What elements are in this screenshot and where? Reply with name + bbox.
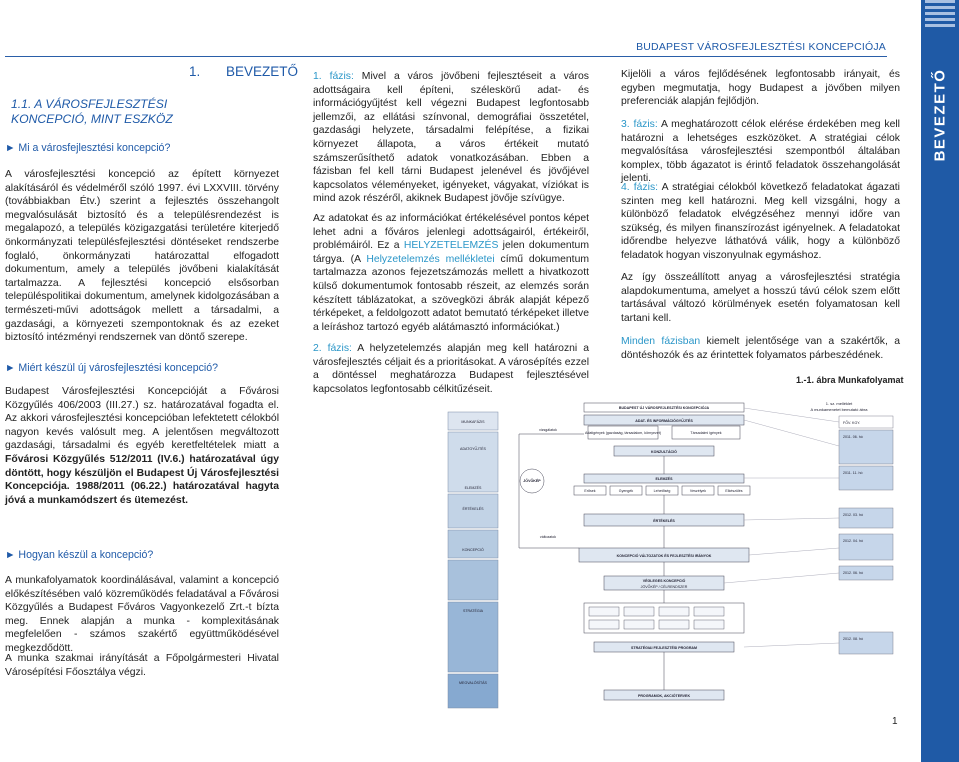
phase-2-continuation: Kijelöli a város fejlődésének legfontosabb irányait, és egyben megmutatja, hogy Budapest a jövőben milyen preferenciák alapján fejlődjön. [621,69,900,108]
flow-title: BUDAPEST ÚJ VÁROSFEJLESZTÉSI KONCEPCIÓJA [618,406,710,410]
phase-box [448,494,498,528]
flow-tarsadalmi: Társadalmi igények [690,431,722,435]
dialogue-paragraph [621,335,900,362]
question-heading-how: ► Hogyan készül a koncepció? [5,549,154,561]
phase-4-label: 4. fázis: [621,182,659,193]
vision-label: JÖVŐKÉP [523,479,541,483]
phase-1-paragraph [313,70,589,206]
timeline-box [839,632,893,654]
phase-box [448,560,498,600]
section-title: BEVEZETŐ [226,64,299,79]
left-label-2: változatok [539,535,557,539]
project-cell [589,620,619,629]
phase-label: ÉRTÉKELÉS [462,507,484,511]
phase-4-text: A stratégiai célokból következő feladatokat ágazati szinten meg kell határozni. Meg kell vizsgálni, hogy a különböző feladatok elvégzéséhez mennyi időre van szükség, és milyen finanszírozást igényelnek. A feladatokat időrendbe helyezve láthatóvá válik, hogy a különböző feladatok hogyan viszonyulnak egymáshoz. [621,182,900,261]
flow-row-label: Gyengék [618,489,634,493]
question-heading-what: ► Mi a városfejlesztési koncepció? [5,142,171,154]
phase-label: STRATÉGIA [462,609,484,613]
phase-2-text: A helyzetelemzés alapján meg kell határozni a városfejlesztés céljait és a prioritásokat. A városépítés ezzel a döntéssel meghatározza Budapest fejlesztésével kapcsolatos legfontosabb célkitűzéseit. [313,343,589,395]
timeline-header-2: A munkamenetet bemutató ábra [810,407,868,412]
project-cell [659,607,689,616]
side-chapter-label: BEVEZETŐ [931,68,949,162]
timeline-box [839,534,893,560]
phase-1b-paragraph [313,212,589,334]
timeline-label: FŐV. KGY. [843,421,861,425]
paragraph-definition: A városfejlesztési koncepció az épített környezet alakításáról és védelméről szóló 1997. évi LXXVIII. törvény (továbbiakban Étv.) szerint a fejlesztés összehangolt megvalósulását biztosító és a településrendezést is megalapozó, a település közigazgatási területére kiterjedő önkormányzati településfejlesztési döntéseket rendszerbe foglaló, önkormányzati határozattal elfogadott dokumentum, amely a település jövőbeni kialakítását tartalmazza. A fejlesztési koncepció elsősorban településpolitikai dokumentum, amelynek kidolgozásában a természeti-művi adottságok mellett a társadalmi, a gazdasági, a környezeti szempontoknak és az ezeket biztosító intézményi rendszernek van döntő szerepe. [5,169,279,344]
phase-4-paragraph [621,181,900,263]
project-cell [624,607,654,616]
timeline-box [839,466,893,490]
phase-2-label: 2. fázis: [313,343,352,354]
phase-box [448,674,498,708]
phase-label: KONCEPCIÓ [462,548,484,552]
side-chapter-tab [921,0,959,762]
dialogue-text: kiemelt jelentősége van a szakértők, a döntéshozók és az érintettek folyamatos párbeszédének. [621,336,900,361]
phase-label: ELEMZÉS [464,486,482,490]
flow-row-label: Lehetőség [653,489,671,493]
project-cell [694,607,724,616]
phase-1b-text-c: című dokumentum tartalmazza azonos fejezetszámozás mellett a hivatkozott külső dokumentumok fontosabb részeit, az elemzés során készített táblázatokat, a szövegközi ábrák alapját képező térképeket, a feldolgozott adatot bemutató térképeket illetve a leíráshoz tartozó egyéb alátámasztó információkat.) [313,253,589,333]
phase-box [448,530,498,558]
dialogue-label: Minden fázisban [621,336,701,347]
helyzetelemzes-link[interactable]: HELYZETELEMZÉS [403,240,499,252]
phase-column [448,412,498,708]
page-number: 1 [892,716,898,727]
flow-koncepcio: KONCEPCIÓ VÁLTOZATOK ÉS FEJLESZTÉSI IRÁNYOK [616,554,712,558]
paragraph-why-text: Budapest Városfejlesztési Koncepcióját a Fővárosi Közgyűlés 406/2003 (III.27.) sz. határozatával fogadta el. Az akkori városfejlesztési koncepcióban lefektetett célokból nagyon kevés valósult meg. A jelentősen megváltozott gazdasági, társadalmi és egyéb keretfeltételek miatt a [5,386,279,452]
phase-label: MEGVALÓSÍTÁS [459,681,487,685]
timeline-column [724,401,893,654]
project-cell [694,620,724,629]
phase-1-label: 1. fázis: [313,71,354,82]
flow-elemzes: ELEMZÉS [655,477,673,481]
timeline-label: 2012. 06. hó [843,571,863,575]
flow-row-label: Erősek [584,489,596,493]
flow-row-label: Veszélyek [689,489,707,493]
timeline-label: 2011. 11. hó [843,471,863,475]
paragraph-why [5,385,279,507]
flow-adat: ADAT- ÉS INFORMÁCIÓGYŰJTÉS [635,419,693,423]
question-heading-why: ► Miért készül új városfejlesztési koncepció? [5,362,219,374]
phase-1b-text-a: Az adatokat és az információkat értékelésével pontos képet lehet adni a főváros jelenlegi adottságairól, értékeiről, problémáiról. Ez a [313,213,589,252]
phase-3-label: 3. fázis: [621,119,658,130]
flow-ertekeles: ÉRTÉKELÉS [653,519,675,523]
timeline-box [839,508,893,528]
figure-caption: 1.-1. ábra Munkafolyamat [796,375,904,385]
phase-3-text: A meghatározott célok elérése érdekében meg kell határozni a lehetséges eszközöket. A stratégiai célok megvalósítása városfejlesztési szempontból általában komplex, több ágazatot is érintő feladatok összehangolását jelenti. [621,119,900,185]
document-header-title: BUDAPEST VÁROSFEJLESZTÉSI KONCEPCIÓJA [636,41,886,53]
subsection-title: 1.1. A VÁROSFEJLESZTÉSI KONCEPCIÓ, MINT ESZKÖZ [11,97,173,126]
paragraph-direction: A munka szakmai irányítását a Főpolgármesteri Hivatal Városépítési Főosztálya végzi. [5,653,279,678]
phase-box [448,432,498,492]
timeline-label: 2012. 03. hó [843,513,863,517]
flow-konzultacio: KONZULTÁCIÓ [651,450,677,454]
paragraph-why-bold: Fővárosi Közgyűlés 512/2011 (IV.6.) határozatával úgy döntött, hogy készüljön el Budapest Új Városfejlesztési Koncepciója. 1988/2011 (06.22.) határozatával hagyta jóvá a munkamódszert és ütemezést. [5,453,279,506]
flow-strategia: STRATÉGIAI FEJLESZTÉSI PROGRAM [630,646,698,650]
phase-label: ADATGYŰJTÉS [460,447,486,451]
phase-label: MUNKAFÁZIS [461,420,485,424]
project-cell [659,620,689,629]
phase-3-paragraph [621,118,900,186]
flow-boxes [574,403,750,700]
timeline-header-1: 1. sz. melléklet [825,401,853,406]
left-label: vizsgálatok [539,428,557,432]
timeline-label: 2011. 06. hó [843,435,863,439]
flow-vegleges: VÉGLEGES KONCEPCIÓ [642,579,686,583]
workflow-diagram [444,398,900,710]
paragraph-how: A munkafolyamatok koordinálásával, valamint a koncepció előkészítésében való közreműködés feladatával a Fővárosi Közgyűlés a Budapest Főváros Vagyonkezelő Zrt.-t bízta meg. Ennek alapján a munka - komplexitásának megfelelően - számos szakértő együttműködésével megkezdődött. [5,575,279,654]
flow-projekt: PROGRAMOK, AKCIÓTERVEK [637,694,691,698]
flow-vegleges-sub: JÖVŐKÉP / CÉLRENDSZER [640,585,688,589]
timeline-label: 2012. 08. hó [843,637,863,641]
header-divider [5,56,887,57]
mellekletek-link[interactable]: Helyzetelemzés mellékletei [366,253,495,265]
section-number: 1. [189,64,201,79]
phase-1-text: Mivel a város jövőbeni fejlesztéseit a város adottságaira kell építeni, széleskörű adat- és információgyűjtést kell végezni Budapest legfontosabb jellemzői, az ellátási színvonal, demográfiai összetétel, gazdasági helyzete, társadalmi felépítése, a fizikai környezet állapota, a város értékeit mutató számszerűsíthető adatok vonatkozásában. Ebben a fázisban fel kell tárni Budapest jelenével és jövőjével kapcsolatos véleményeket, igényeket, vágyakat, víziókat is mind azok részéről, akiknek Budapest jövője szívügye. [313,71,589,205]
ghost-text-decoration [925,0,955,30]
phase-2-paragraph [313,342,589,396]
timeline-label: 2012. 04. hó [843,539,863,543]
strategy-paragraph: Az így összeállított anyag a városfejlesztési stratégia alapdokumentuma, amelyet a hosszú távú célok szem előtt tartásával változó körülmények esetén folyamatosan kell tartani kell. [621,272,900,324]
phase-1b-text-b: jelen dokumentum tárgya. (A [313,240,589,265]
project-cell [624,620,654,629]
flow-row-label: Elkészülés [725,489,743,493]
project-cell [589,607,619,616]
flow-adatigeny: Adatigények (gazdaság, társadalom, környezet) [584,431,662,435]
